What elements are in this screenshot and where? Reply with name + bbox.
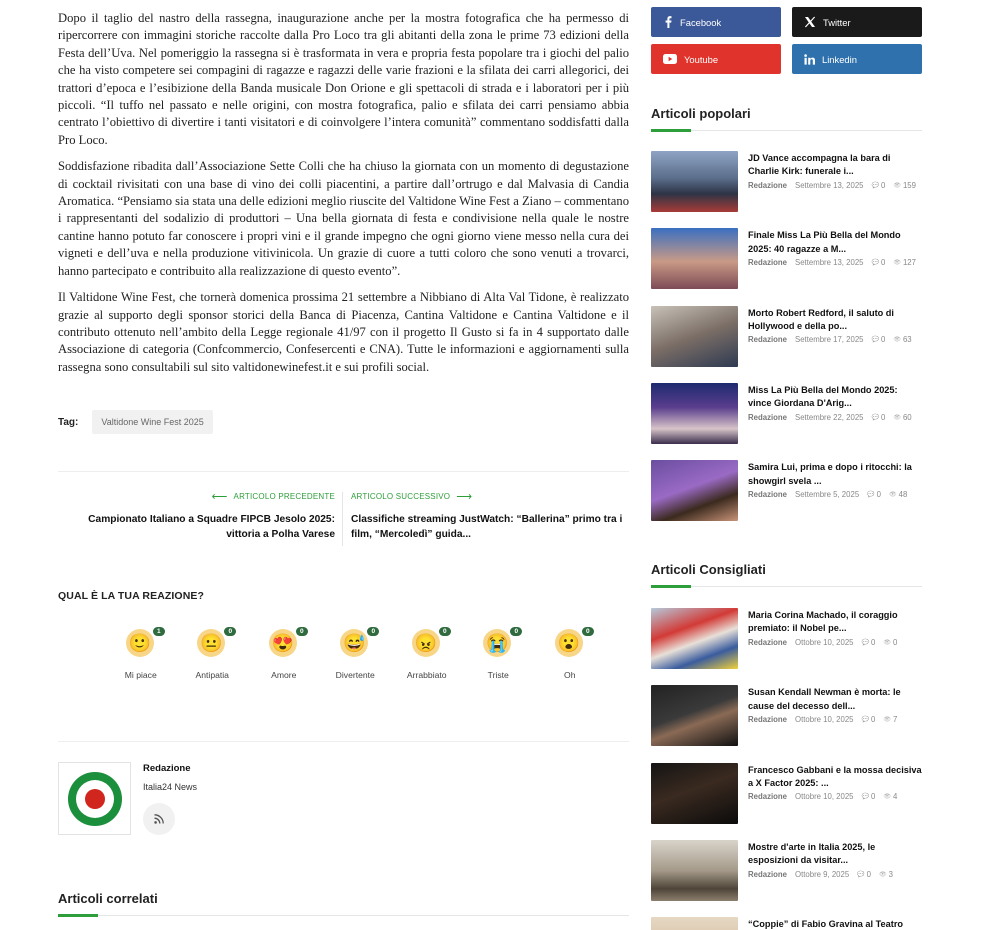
sidebar-post[interactable] <box>651 383 922 444</box>
eye-icon: 👁 <box>893 182 901 189</box>
eye-icon: 👁 <box>883 794 891 801</box>
article-paragraph: Soddisfazione ribadita dall’Associazione Sette Colli che ha chiuso la giornata con un momento di degustazione di cocktail rivisitati con una base di vino dei colli piacentini, a partire dall’ortrugo e dal Malvasia di Candia Aromatica. “Pensiamo sia stata una delle edizioni meglio riuscite del Valtidone Wine Fest a Ziano – commentano i rappresentanti del sodalizio di produttori – Una bella giornata di festa e condivisione nella quale le nostre cantine hanno potuto far conoscere i propri vini e il grande impegno che ogni giorno viene messo nella cura dei vigneti e dell’uva e nella produzione vitivinicola. Un grazie di cuore a tutti coloro che sono venuti a trovarci, hanno partecipato e contribuito alla realizzazione di questo evento”. <box>58 159 629 278</box>
recommended-title: Articoli Consigliati <box>651 562 766 577</box>
related-title: Articoli correlati <box>58 891 158 906</box>
post-thumbnail[interactable] <box>651 840 738 901</box>
reaction-divertente[interactable] <box>320 629 392 682</box>
smile-emoji-icon: 🙂 <box>126 629 154 657</box>
reaction-label: Oh <box>564 670 576 680</box>
tags-row <box>58 410 213 434</box>
post-meta <box>748 638 922 647</box>
post-title[interactable]: Samira Lui, prima e dopo i ritocchi: la showgirl svela ... <box>748 462 912 486</box>
post-navigation <box>58 471 629 551</box>
reaction-label: Mi piace <box>124 670 157 680</box>
comment-count: 0 <box>871 715 876 725</box>
sidebar-post[interactable] <box>651 460 922 521</box>
facebook-button[interactable] <box>651 7 781 37</box>
view-count: 48 <box>898 490 908 499</box>
post-author[interactable]: Redazione <box>748 792 787 802</box>
reaction-label: Divertente <box>335 670 375 680</box>
youtube-button[interactable] <box>651 44 781 74</box>
post-date: Ottobre 10, 2025 <box>795 637 854 647</box>
arrow-right-icon: ⟶ <box>456 491 473 503</box>
popular-list <box>651 151 922 537</box>
x-icon <box>804 16 816 28</box>
tag-link[interactable]: Valtidone Wine Fest 2025 <box>92 410 212 434</box>
eye-icon: 👁 <box>883 639 891 646</box>
article-body <box>58 0 629 376</box>
article-paragraph: Dopo il taglio del nastro della rassegna, inaugurazione anche per la mostra fotografica che ha permesso di ripercorrere con immagini storiche raccolte dalla Pro Loco tra gli abitanti della zona le prime 73 edizioni della Festa dell’Uva. Nel pomeriggio la rassegna si è trasformata in vera e propria festa popolare tra i giochi del palio che ha visto competere sei compagini di ragazze e ragazzi delle varie frazioni e la sfilata dei carri allegorici, dei trattori d’epoca e l’esibizione della Banda musicale Don Orione e gli spettacoli di strada e i laboratori per i più piccoli. “Il tuffo nel passato e nelle origini, con mostra fotografica, palio e sfilata dei carri pensiamo abbia centrato l’obiettivo di divertire i tanti visitatori e di coinvolgere l’intera comunità” commentano soddisfatti dalla Pro Loco. <box>58 11 629 147</box>
reaction-mi-piace[interactable] <box>105 629 177 682</box>
post-title[interactable]: Francesco Gabbani e la mossa decisiva a X Factor 2025: ... <box>748 764 922 788</box>
crying-emoji-icon: 😭 <box>483 629 511 657</box>
post-date: Ottobre 9, 2025 <box>795 869 850 879</box>
angry-emoji-icon: 😠 <box>412 629 440 657</box>
eye-icon: 👁 <box>893 260 901 267</box>
previous-post-label: ARTICOLO PRECEDENTE <box>233 492 335 501</box>
post-author[interactable]: Redazione <box>748 412 787 422</box>
post-thumbnail[interactable] <box>651 383 738 444</box>
post-date: Settembre 22, 2025 <box>795 412 864 422</box>
divider <box>342 492 343 546</box>
post-thumbnail[interactable] <box>651 917 738 930</box>
linkedin-icon <box>804 54 815 65</box>
post-title[interactable]: JD Vance accompagna la bara di Charlie Kirk: funerale i... <box>748 153 891 177</box>
reaction-triste[interactable] <box>463 629 535 682</box>
post-meta <box>748 870 922 879</box>
youtube-label: Youtube <box>684 53 719 65</box>
post-thumbnail[interactable] <box>651 151 738 212</box>
post-meta <box>748 792 922 801</box>
comment-count: 0 <box>876 490 881 499</box>
previous-post-link[interactable] <box>65 490 335 542</box>
eye-icon: 👁 <box>879 871 887 878</box>
view-count: 60 <box>902 412 912 422</box>
comment-icon: 💬 <box>861 639 870 646</box>
next-post-title[interactable]: Classifiche streaming JustWatch: “Ballerina” primo tra i film, “Mercoledì” guida... <box>351 514 623 540</box>
comment-icon: 💬 <box>867 492 875 498</box>
main-column <box>58 0 629 906</box>
comment-count: 0 <box>880 180 886 190</box>
reaction-count: 0 <box>439 627 451 636</box>
post-date: Settembre 13, 2025 <box>795 180 864 190</box>
post-title[interactable]: Morto Robert Redford, il saluto di Hollywood e della po... <box>748 307 894 331</box>
eye-icon: 👁 <box>883 717 891 724</box>
author-box <box>58 762 197 835</box>
eye-icon: 👁 <box>893 414 901 421</box>
comment-count: 0 <box>880 412 886 422</box>
post-title[interactable]: Miss La Più Bella del Mondo 2025: vince Giordana D'Arig... <box>748 384 898 409</box>
view-count: 4 <box>892 792 898 802</box>
youtube-icon <box>663 54 677 64</box>
reactions-bar <box>105 629 606 682</box>
post-meta <box>748 258 922 267</box>
post-author[interactable]: Redazione <box>748 490 787 499</box>
related-section <box>58 891 629 916</box>
view-count: 63 <box>902 335 912 345</box>
comment-icon: 💬 <box>871 414 879 421</box>
post-author[interactable]: Redazione <box>748 258 787 268</box>
post-meta <box>748 490 922 499</box>
post-thumbnail[interactable] <box>651 306 738 367</box>
view-count: 7 <box>892 715 898 725</box>
post-author[interactable]: Redazione <box>748 637 787 647</box>
linkedin-button[interactable] <box>792 44 922 74</box>
reaction-amore[interactable] <box>248 629 320 682</box>
sidebar-post[interactable] <box>651 917 922 930</box>
eye-icon: 👁 <box>888 492 897 498</box>
previous-post-title[interactable]: Campionato Italiano a Squadre FIPCB Jesolo 2025: vittoria a Polha Varese <box>88 514 335 540</box>
post-thumbnail[interactable] <box>651 608 738 669</box>
post-title[interactable]: Susan Kendall Newman è morta: le cause del decesso dell... <box>748 687 901 711</box>
author-site: Italia24 News <box>143 782 198 792</box>
sidebar-post[interactable] <box>651 685 922 746</box>
reaction-antipatia[interactable] <box>177 629 249 682</box>
sidebar-post[interactable] <box>651 151 922 212</box>
post-author[interactable]: Redazione <box>748 715 787 725</box>
author-avatar[interactable] <box>58 762 131 835</box>
post-meta <box>748 715 922 724</box>
post-title[interactable]: Finale Miss La Più Bella del Mondo 2025: 40 ragazze a M... <box>748 230 901 254</box>
divider <box>58 741 629 742</box>
reaction-count: 0 <box>510 627 522 636</box>
reaction-label: Arrabbiato <box>406 670 447 680</box>
view-count: 159 <box>902 180 916 190</box>
reaction-label: Amore <box>271 670 297 680</box>
sidebar-post[interactable] <box>651 763 922 824</box>
social-buttons <box>651 7 922 74</box>
next-post-link[interactable] <box>351 490 626 542</box>
post-meta <box>748 181 922 190</box>
sidebar-post[interactable] <box>651 306 922 367</box>
tags-label: Tag: <box>58 416 79 428</box>
reaction-label: Antipatia <box>195 670 229 680</box>
post-author[interactable]: Redazione <box>748 180 787 190</box>
reactions-title: QUAL È LA TUA REAZIONE? <box>58 590 204 602</box>
arrow-left-icon: ⟵ <box>211 491 228 503</box>
facebook-icon <box>663 16 673 28</box>
reaction-count: 0 <box>582 627 594 636</box>
neutral-emoji-icon: 😐 <box>197 629 225 657</box>
rss-button[interactable] <box>143 803 175 835</box>
rss-icon <box>154 814 164 824</box>
popular-title: Articoli popolari <box>651 106 751 121</box>
eye-icon: 👁 <box>893 337 901 344</box>
target-logo-icon <box>67 771 123 827</box>
post-date: Ottobre 10, 2025 <box>795 792 854 802</box>
post-thumbnail[interactable] <box>651 685 738 746</box>
post-date: Settembre 5, 2025 <box>795 490 860 499</box>
next-post-label: ARTICOLO SUCCESSIVO <box>351 492 451 501</box>
reaction-count: 0 <box>224 627 236 636</box>
post-meta <box>748 335 922 344</box>
post-thumbnail[interactable] <box>651 228 738 289</box>
view-count: 0 <box>892 637 898 647</box>
post-title[interactable]: Maria Corina Machado, il coraggio premiato: il Nobel pe... <box>748 610 898 634</box>
comment-count: 0 <box>871 637 876 647</box>
reaction-arrabbiato[interactable] <box>391 629 463 682</box>
sidebar-post[interactable] <box>651 608 922 669</box>
reaction-oh[interactable] <box>534 629 606 682</box>
view-count: 3 <box>888 869 893 879</box>
comment-count: 0 <box>880 335 886 345</box>
post-date: Settembre 17, 2025 <box>795 335 864 345</box>
section-underline <box>651 586 922 587</box>
post-thumbnail[interactable] <box>651 763 738 824</box>
post-date: Ottobre 10, 2025 <box>795 715 854 725</box>
sidebar-post[interactable] <box>651 840 922 901</box>
reaction-count: 0 <box>367 627 379 636</box>
comment-icon: 💬 <box>871 337 879 344</box>
post-author[interactable]: Redazione <box>748 335 787 345</box>
comment-icon: 💬 <box>857 871 865 878</box>
recommended-list <box>651 608 922 930</box>
post-meta <box>748 413 922 422</box>
section-underline <box>58 915 629 916</box>
sidebar <box>651 0 922 930</box>
recommended-widget <box>651 562 922 587</box>
laughing-emoji-icon: 😅 <box>340 629 368 657</box>
twitter-button[interactable] <box>792 7 922 37</box>
facebook-label: Facebook <box>680 16 722 28</box>
reaction-count: 0 <box>296 627 308 636</box>
post-title[interactable]: Mostre d'arte in Italia 2025, le esposizioni da visitar... <box>748 841 876 866</box>
popular-widget <box>651 106 922 131</box>
post-title[interactable]: “Coppie” di Fabio Gravina al Teatro <box>748 919 904 930</box>
comment-icon: 💬 <box>871 182 879 189</box>
view-count: 127 <box>902 258 916 268</box>
author-name[interactable]: Redazione <box>143 763 191 774</box>
comment-count: 0 <box>871 792 876 802</box>
reaction-count: 1 <box>153 627 165 636</box>
article-paragraph: Il Valtidone Wine Fest, che tornerà domenica prossima 21 settembre a Nibbiano di Alta Val Tidone, è realizzato grazie al supporto degli sponsor storici della Banca di Piacenza, Cantina Valtidone e Cantina Valtidone e il contributo ottenuto nell’ambito della Legge regionale 41/97 con il progetto Il Gusto si fa in 4 supportato dalle Associazione di categoria (Confcommercio, Confesercenti e CNA). Tutte le informazioni e aggiornamenti sulla rassegna sono consultabili sul sito valtidonewinefest.it e sui profili social. <box>58 290 629 374</box>
sidebar-post[interactable] <box>651 228 922 289</box>
post-author[interactable]: Redazione <box>748 869 787 879</box>
comment-count: 0 <box>880 258 886 268</box>
post-thumbnail[interactable] <box>651 460 738 521</box>
reaction-label: Triste <box>487 670 509 680</box>
comment-icon: 💬 <box>861 794 870 801</box>
section-underline <box>651 130 922 131</box>
surprised-emoji-icon: 😮 <box>555 629 583 657</box>
comment-icon: 💬 <box>861 717 870 724</box>
twitter-label: Twitter <box>823 16 851 28</box>
comment-count: 0 <box>866 869 872 879</box>
heart-eyes-emoji-icon: 😍 <box>269 629 297 657</box>
comment-icon: 💬 <box>871 260 879 267</box>
linkedin-label: Linkedin <box>822 53 857 65</box>
post-date: Settembre 13, 2025 <box>795 258 864 268</box>
